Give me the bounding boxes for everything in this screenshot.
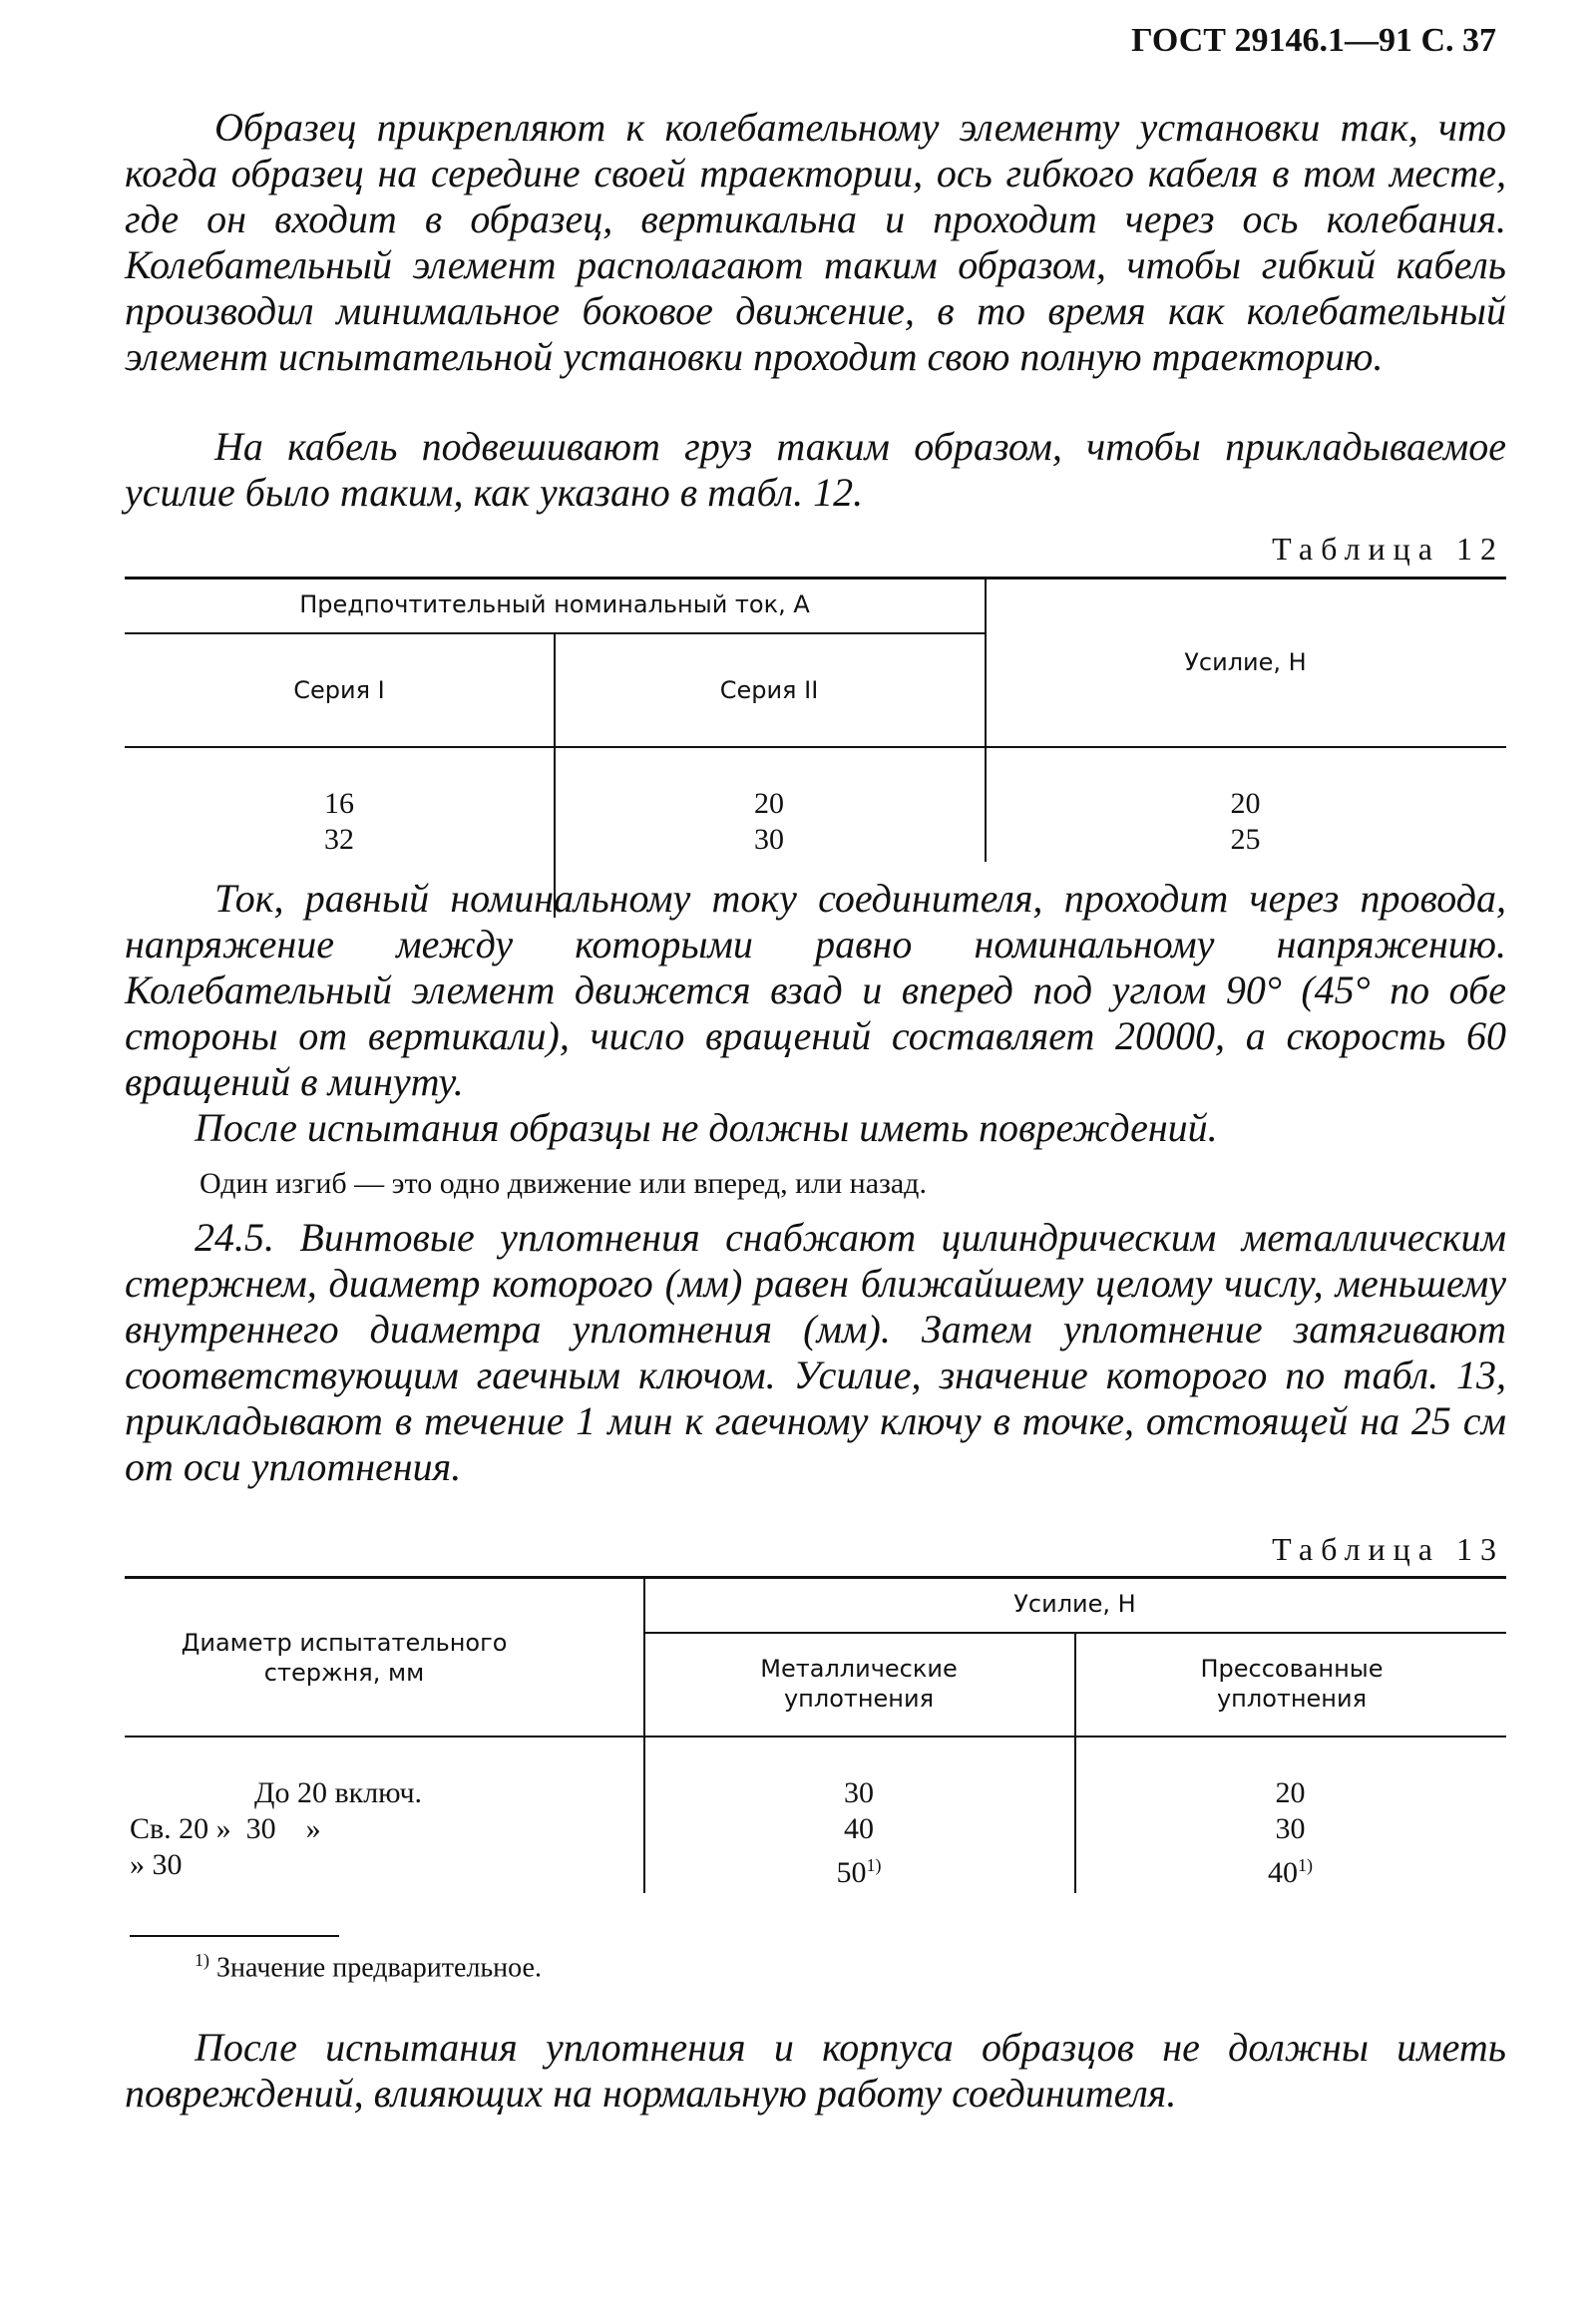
paragraph-24-5: 24.5. Винтовые уплотнения снабжают цилиндрическим металлическим стержнем, диаметр которого (мм) равен ближайшему целому числу, меньшему внутреннего диаметра уплотнения (мм). Затем уплотнение затягивают соответствующим гаечным ключом. Усилие, значение которого по табл. 13, прикладывают в течение 1 мин к гаечному ключу в точке, отстоящей на 25 см от оси уплотнения.: [125, 1215, 1506, 1489]
paragraph-result1: После испытания образцы не должны иметь повреждений.: [195, 1105, 1218, 1150]
table13-diam-row3: » 30: [130, 1848, 183, 1881]
table13-pressed-row2: 30: [1275, 1812, 1306, 1845]
footnote: $^{1)}$ Значение предварительное.: [195, 1950, 542, 1984]
table13-diam-row1: До 20 включ.: [254, 1776, 423, 1809]
table13-diam-row2: Св. 20 » 30 »: [130, 1812, 321, 1845]
table12-s1-row1: 16: [324, 787, 354, 820]
table-12: [125, 577, 1506, 866]
table13-header-pressed: Прессованные уплотнения: [1200, 1655, 1384, 1713]
paragraph-mounting: Образец прикрепляют к колебательному элементу установки так, что когда образец на середине своей траектории, ось гибкого кабеля в том месте, где он входит в образец, вертикальна и проходит через ось колебания. Колебательный элемент располагают таким образом, чтобы гибкий кабель производил минимальное боковое движение, в то время как колебательный элемент испытательной установки проходит свою полную траекторию.: [125, 105, 1506, 379]
paragraph-load: На кабель подвешивают груз таким образом, чтобы прикладываемое усилие было таким, как указано в табл. 12.: [125, 424, 1506, 515]
table12-s1-row2: 32: [324, 823, 354, 856]
table12-caption: Таблица 12: [1272, 531, 1504, 567]
table-13: [125, 1576, 1506, 1895]
footnote-rule: [130, 1935, 339, 1937]
table13-pressed-row1: 20: [1275, 1776, 1306, 1809]
table13-header-diam: Диаметр испытательного стержня, мм: [181, 1629, 508, 1687]
table12-header-series2: Серия II: [719, 676, 819, 704]
table12-header-force: Усилие, Н: [1184, 648, 1307, 676]
table13-metal-row3: 50$^{1)}$: [836, 1855, 882, 1889]
paragraph-current: Ток, равный номинальному току соединителя, проходит через провода, напряжение между которыми равно номинальному напряжению. Колебательный элемент движется взад и вперед под углом 90° (45° по обе стороны от вертикали), число вращений составляет 20000, а скорость 60 вращений в минуту.: [125, 876, 1506, 1104]
table12-s2-row2: 30: [754, 823, 784, 856]
table12-header-current: Предпочтительный номинальный ток, А: [299, 590, 810, 618]
table12-header-series1: Серия I: [293, 676, 385, 704]
note-bend: Один изгиб — это одно движение или вперед, или назад.: [200, 1167, 927, 1200]
table12-force-row2: 25: [1230, 823, 1261, 856]
paragraph-result2: После испытания уплотнения и корпуса образцов не должны иметь повреждений, влияющих на нормальную работу соединителя.: [125, 2025, 1506, 2116]
table13-caption: Таблица 13: [1272, 1531, 1504, 1567]
table13-header-force: Усилие, Н: [1013, 1590, 1136, 1618]
table13-header-metal: Металлические уплотнения: [760, 1655, 958, 1713]
page-header: ГОСТ 29146.1—91 С. 37: [1131, 22, 1496, 59]
table12-s2-row1: 20: [754, 787, 784, 820]
table13-pressed-row3: 40$^{1)}$: [1268, 1855, 1313, 1889]
table13-metal-row2: 40: [844, 1812, 874, 1845]
table13-metal-row1: 30: [844, 1776, 874, 1809]
table12-force-row1: 20: [1230, 787, 1261, 820]
